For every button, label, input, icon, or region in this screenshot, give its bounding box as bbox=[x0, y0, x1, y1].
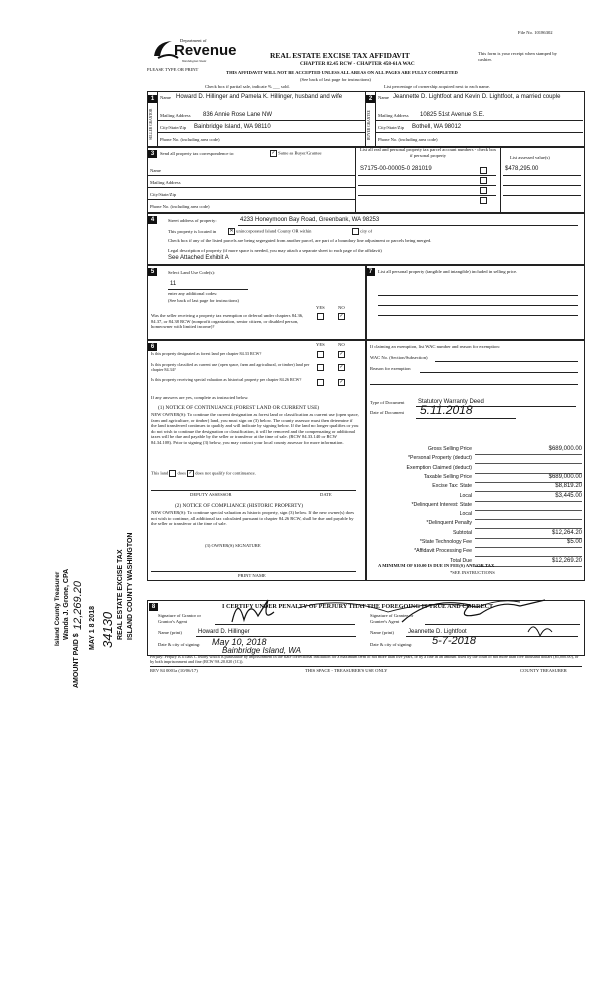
land-use-code[interactable]: 11 bbox=[170, 281, 177, 287]
property-street-address[interactable]: 4233 Honeymoon Bay Road, Greenbank, WA 98253 bbox=[240, 217, 380, 223]
tax-row-value[interactable]: $5.00 bbox=[566, 539, 582, 545]
tax-row-label: Taxable Selling Price bbox=[423, 473, 472, 480]
tax-row bbox=[370, 474, 582, 483]
partial-sale-note: Check box if partial sale, indicate % ___ sold. bbox=[205, 84, 290, 89]
tax-row bbox=[370, 530, 582, 539]
logo-sub: Washington State bbox=[182, 59, 207, 63]
tax-row-label: *Affidavit Processing Fee bbox=[414, 548, 472, 555]
section-4-number: 4 bbox=[148, 216, 157, 224]
historic-no-checkbox[interactable]: ✓ bbox=[339, 380, 344, 385]
stamp-receipt-number: 34130 bbox=[100, 611, 115, 648]
grantee-sign-date[interactable]: 5-7-2018 bbox=[432, 635, 477, 647]
stamp-line-1: ISLAND COUNTY WASHINGTON bbox=[127, 532, 134, 640]
tax-row-value[interactable]: $689,000.00 bbox=[548, 446, 582, 452]
section-1-number: 1 bbox=[148, 95, 157, 103]
tax-row bbox=[370, 539, 582, 548]
tax-row bbox=[370, 493, 582, 502]
document-date[interactable]: 5.11.2018 bbox=[420, 403, 473, 417]
historic-yes-checkbox[interactable] bbox=[317, 379, 324, 386]
personal-property-checkbox-4[interactable] bbox=[480, 197, 487, 204]
personal-property-note: List all personal property (tangible and intangible) included in selling price. bbox=[378, 269, 518, 274]
tax-row-label: *Personal Property (deduct) bbox=[407, 455, 472, 462]
form-title: REAL ESTATE EXCISE TAX AFFIDAVIT bbox=[270, 51, 410, 60]
tax-row-label: Exemption Claimed (deduct) bbox=[406, 464, 472, 471]
grantor-sign-date[interactable]: May 10, 2018 bbox=[212, 637, 267, 647]
city-of-checkbox[interactable]: city of bbox=[352, 228, 372, 235]
buyer-name[interactable]: Jeannette D. Lightfoot and Kevin D. Lightfoot, a married couple bbox=[393, 94, 561, 100]
exemption-question: Was the seller receiving a property tax exemption or deferral under chapters 84.36, 84.37, or 84.38 RCW (nonprofit organization, senior citizen, or disabled person, homeowner with limited income)? bbox=[151, 313, 304, 329]
tax-row-label: *Delinquent Interest: State bbox=[411, 501, 472, 508]
seller-name[interactable]: Howard D. Hillinger and Pamela K. Hillinger, husband and wife bbox=[176, 94, 343, 100]
logo-name: Revenue bbox=[174, 42, 237, 59]
tax-row-label: Excise Tax: State bbox=[432, 483, 472, 490]
form-chapter: CHAPTER 82.45 RCW - CHAPTER 458-61A WAC bbox=[300, 61, 415, 67]
receipt-note: This form is your receipt when stamped by cashier. bbox=[478, 51, 557, 62]
tax-row-label: *Delinquent Penalty bbox=[426, 520, 472, 527]
current-use-question: Is this property classified as current use (open space, farm and agricultural, or timber) land per chapter 84.34? bbox=[151, 362, 310, 372]
see-instructions-note: *SEE INSTRUCTIONS bbox=[450, 570, 495, 575]
tax-row-label: *State Technology Fee bbox=[419, 539, 472, 545]
assessed-value[interactable]: $478,295.00 bbox=[505, 166, 539, 172]
tax-row bbox=[370, 520, 582, 529]
stamp-date: MAY 1 8 2018 bbox=[89, 606, 96, 650]
section-2-number: 2 bbox=[366, 95, 375, 103]
county-treasurer-label: COUNTY TREASURER bbox=[520, 668, 567, 673]
notice-compliance-title: (2) NOTICE OF COMPLIANCE (HISTORIC PROPERTY) bbox=[175, 503, 304, 509]
tax-row-value[interactable]: $12,269.20 bbox=[551, 557, 582, 564]
tax-row bbox=[370, 446, 582, 455]
tax-row bbox=[370, 465, 582, 474]
stamp-amount: 12,269.20 bbox=[72, 581, 84, 630]
parcel-number[interactable]: S7175-00-00005-0 281019 bbox=[360, 166, 432, 172]
buyer-side-label: BUYER GRANTEE bbox=[367, 110, 371, 140]
forest-land-yes-checkbox[interactable] bbox=[317, 351, 324, 358]
stamp-treasurer-name: Wanda J. Grone, CPA bbox=[63, 568, 70, 640]
tax-row-label: Local bbox=[459, 511, 472, 518]
section-6-number: 6 bbox=[148, 343, 157, 351]
forest-land-question: Is this property designated as forest land per chapter 84.33 RCW? bbox=[151, 351, 262, 356]
stamp-amount-label: AMOUNT PAID $ bbox=[73, 633, 80, 688]
current-use-yes-checkbox[interactable] bbox=[317, 364, 324, 371]
grantor-sign-city[interactable]: Bainbridge Island, WA bbox=[222, 646, 302, 655]
document-type[interactable]: Statutory Warranty Deed bbox=[418, 399, 484, 405]
grantee-print-name[interactable]: Jeannette D. Lightfoot bbox=[408, 629, 467, 635]
tax-row-value[interactable]: $8,819.20 bbox=[555, 483, 582, 490]
notice-compliance-body: NEW OWNER(S): To continue special valuation as historic property, sign (3) below. If the new owner(s) does not wish to continue, all additional tax calculated pursuant to chapter 84.26 RCW, shall be due and payable by the seller or transferor at the time of sale. bbox=[151, 510, 355, 527]
personal-property-checkbox-2[interactable] bbox=[480, 177, 487, 184]
form-number: REV 84 0001a (10/06/17) bbox=[150, 668, 198, 673]
tax-row-label: Total Due bbox=[450, 557, 472, 564]
certify-statement: I CERTIFY UNDER PENALTY OF PERJURY THAT THE FOREGOING IS TRUE AND CORRECT bbox=[222, 603, 494, 610]
assessed-header: List assessed value(s) bbox=[510, 155, 550, 160]
send-correspondence-label: Send all property tax correspondence to: bbox=[160, 151, 235, 156]
treasurer-use-only: THIS SPACE - TREASURER'S USE ONLY bbox=[305, 668, 388, 673]
section-3-phone-label: Phone No. (including area code) bbox=[150, 204, 210, 209]
tax-row-label: Local bbox=[459, 492, 472, 499]
section-7-box bbox=[365, 264, 585, 341]
tax-row-label: Gross Selling Price bbox=[427, 446, 472, 452]
exemption-yes-checkbox[interactable] bbox=[317, 313, 324, 320]
legal-description-label: Legal description of property (if more space is needed, you may attach a separate sheet to each page of the affidavit) bbox=[168, 248, 382, 253]
legal-description-value[interactable]: See Attached Exhibit A bbox=[168, 255, 229, 261]
forest-land-no-checkbox[interactable]: ✓ bbox=[339, 352, 344, 357]
wac-claim-note: If claiming an exemption, list WAC number and reason for exemption: bbox=[370, 344, 500, 349]
seller-city[interactable]: Bainbridge Island, WA 98110 bbox=[194, 124, 271, 130]
section-7-number: 7 bbox=[366, 268, 375, 276]
segregated-note: Check box if any of the listed parcels are being segregated from another parcel, are part of a boundary line adjustment or parcels being merged. bbox=[168, 238, 432, 243]
parcel-header: List all real and personal property tax parcel account numbers - check box if personal property bbox=[359, 147, 497, 158]
same-as-buyer-checkbox[interactable]: ✓ Same as Buyer/Grantee bbox=[271, 150, 322, 156]
logo-dept: Department of bbox=[180, 38, 207, 43]
buyer-mailing-address[interactable]: 10825 51st Avenue S.E. bbox=[420, 112, 485, 118]
seller-side-label: SELLER GRANTOR bbox=[149, 108, 153, 140]
perjury-notice: Perjury: Perjury is a class C felony which is punishable by imprisonment in the state correctional institution for a maximum term of not more than five years, or by a fine in an amount fixed by the court of not more than five thousand dollars ($5,000.00), or by both imprisonment and fine (RCW 9A.20.020 (1C)). bbox=[150, 654, 579, 664]
tax-row bbox=[370, 455, 582, 464]
land-qualify-line: This land does ✓ does not qualify for continuance. bbox=[151, 470, 256, 476]
tax-row bbox=[370, 502, 582, 511]
does-not-checkbox[interactable]: ✓ bbox=[188, 471, 193, 476]
tax-row-value[interactable]: $689,000.00 bbox=[548, 473, 582, 480]
notice-continuance-title: (1) NOTICE OF CONTINUANCE (FOREST LAND OR CURRENT USE) bbox=[158, 405, 320, 411]
minimum-fee-note: A MINIMUM OF $10.00 IS DUE IN FEE(S) AND/OR TAX bbox=[378, 563, 495, 568]
land-use-label: Select Land Use Code(s): bbox=[168, 270, 216, 275]
stamp-office: Island County Treasurer bbox=[54, 571, 61, 646]
dor-logo bbox=[150, 38, 237, 66]
grantor-print-name[interactable]: Howard D. Hillinger bbox=[198, 629, 250, 635]
buyer-phone-label[interactable]: Phone No. (including area code) bbox=[378, 137, 438, 142]
tax-row-label: Subtotal bbox=[452, 529, 472, 536]
section-5-number: 5 bbox=[148, 268, 157, 276]
not-accepted-notice: THIS AFFIDAVIT WILL NOT BE ACCEPTED UNLESS ALL AREAS ON ALL PAGES ARE FULLY COMPLETED bbox=[226, 70, 458, 75]
stamp-line-2: REAL ESTATE EXCISE TAX bbox=[117, 549, 124, 640]
tax-row bbox=[370, 511, 582, 520]
seller-mailing-address[interactable]: 836 Annie Rose Lane NW bbox=[203, 112, 273, 118]
file-number: File No. 10186302 bbox=[518, 30, 553, 35]
notice-continuance-body: NEW OWNER(S): To continue the current designation as forest land or classification as current use (open space, farm and agriculture, or timber) land, you must sign on (3) below. The county assessor must then determine if the land transferred continues to qualify and will indicate by signing below. If the land no longer qualifies or you do not wish to continue the designation or classification, it will be removed and the compensating or additional taxes will be due and payable by the seller or transferor at the time of sale. (RCW 84.33.140 or RCW 84.34.108). Prior to signing (3) below, you may contact your local county assessor for more information. bbox=[151, 412, 359, 445]
ownership-pct-note: List percentage of ownership acquired next to each name. bbox=[384, 84, 490, 89]
historic-question: Is this property receiving special valuation as historical property per chapter 84.26 RCW? bbox=[151, 377, 302, 382]
section-8-number: 8 bbox=[149, 603, 158, 611]
section-3-number: 3 bbox=[148, 150, 157, 158]
unincorporated-checkbox[interactable]: ✕ unincorporated Island County OR within bbox=[229, 228, 312, 234]
buyer-city[interactable]: Bothell, WA 98012 bbox=[412, 124, 462, 130]
tax-row-value[interactable]: $3,445.00 bbox=[555, 492, 582, 499]
seller-phone-label[interactable]: Phone No. (including area code) bbox=[160, 137, 220, 142]
tax-row-value[interactable]: $12,264.20 bbox=[551, 529, 582, 536]
tax-row bbox=[370, 548, 582, 557]
please-type: PLEASE TYPE OR PRINT bbox=[147, 67, 199, 72]
exemption-no-checkbox[interactable]: ✓ bbox=[339, 314, 344, 319]
personal-property-checkbox-1[interactable] bbox=[480, 167, 487, 174]
tax-row bbox=[370, 483, 582, 492]
does-checkbox[interactable] bbox=[169, 470, 176, 477]
current-use-no-checkbox[interactable]: ✓ bbox=[339, 365, 344, 370]
see-back-note: (See back of last page for instructions) bbox=[300, 77, 371, 82]
personal-property-checkbox-3[interactable] bbox=[480, 187, 487, 194]
